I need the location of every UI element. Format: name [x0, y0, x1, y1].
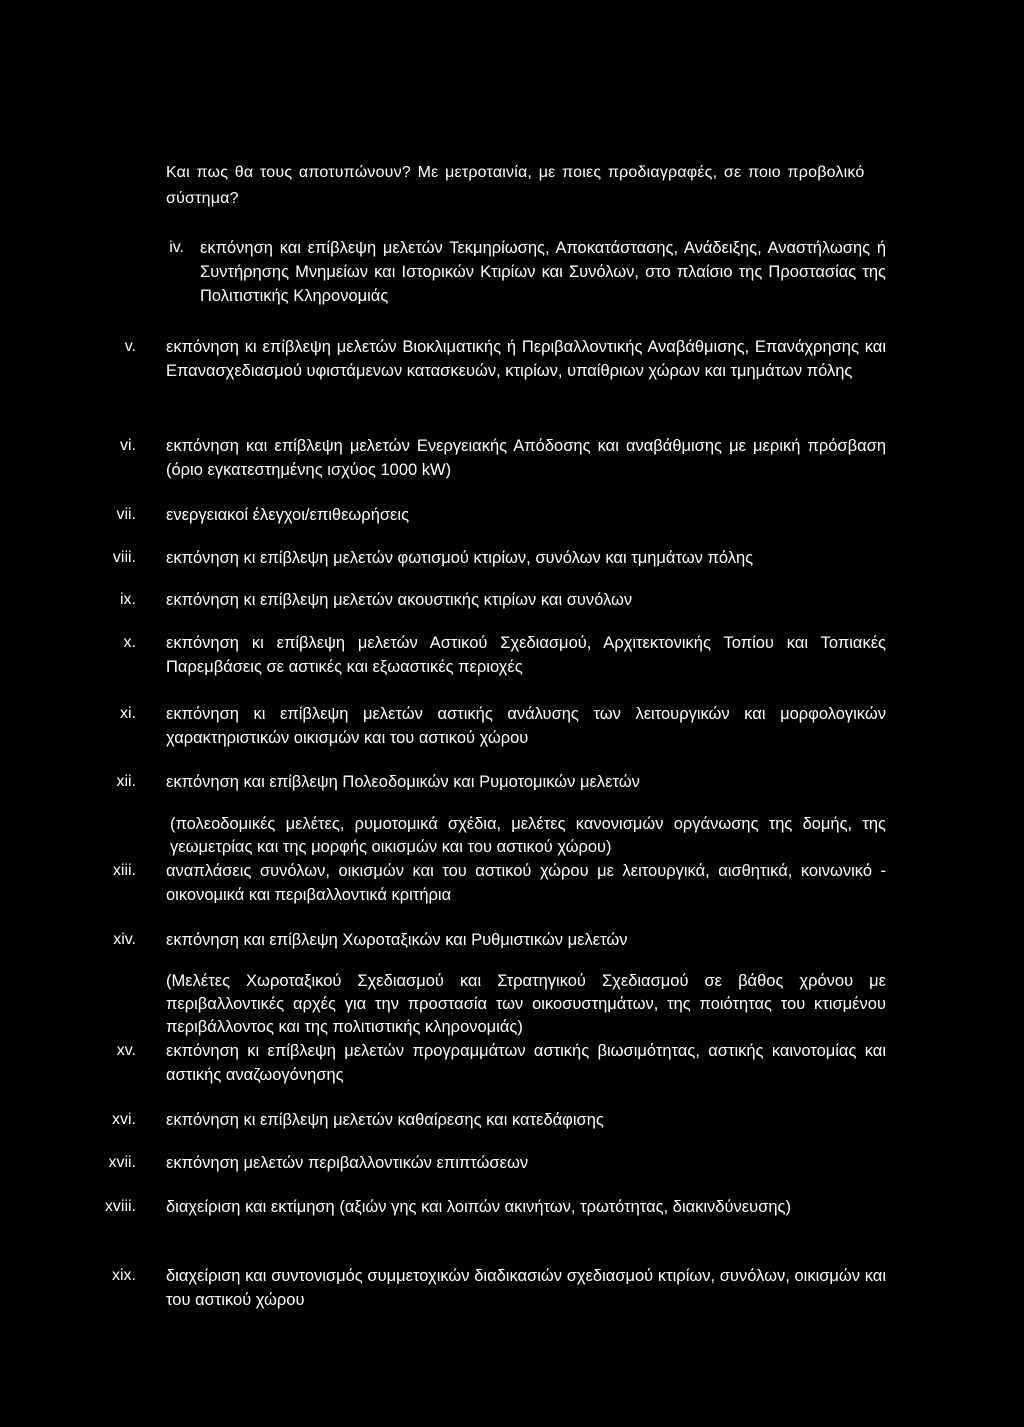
item-number: xii.: [116, 773, 136, 790]
item-number: vi.: [120, 437, 136, 454]
item-text: ενεργειακοί έλεγχοι/επιθεωρήσεις: [166, 506, 410, 524]
item-number: xvi.: [112, 1111, 136, 1128]
item-text: εκπόνηση και επίβλεψη Χωροταξικών και Ρυθμιστικών μελετών: [166, 931, 628, 949]
item-number: v.: [124, 338, 136, 355]
item-note-text: (Μελέτες Χωροταξικού Σχεδιασμού και Στρατηγικού Σχεδιασμού σε βάθος χρόνου με περιβαλλοντικές αρχές για την προστασία των οικοσυστημάτων, της ποιότητας του κτισμένου περιβάλλοντος και της πολιτιστικής κληρονομιάς): [166, 972, 886, 1036]
item-text: διαχείριση και συντονισμός συμμετοχικών διαδικασιών σχεδιασμού κτιρίων, συνόλων, οικισμών και του αστικού χώρου: [166, 1267, 886, 1309]
item-number: xiv.: [113, 931, 136, 948]
item-text: εκπόνηση κι επίβλεψη μελετών ακουστικής κτιρίων και συνόλων: [166, 591, 633, 609]
item-number: xiii.: [112, 862, 136, 879]
item-text: εκπόνηση κι επίβλεψη μελετών Αστικού Σχεδιασμού, Αρχιτεκτονικής Τοπίου και Τοπιακές Παρεμβάσεις σε αστικές και εξωαστικές περιοχές: [166, 634, 886, 676]
item-text: αναπλάσεις συνόλων, οικισμών και του αστικού χώρου με λειτουργικά, αισθητικά, κοινωνικό - οικονομικά και περιβαλλοντικά κριτήρια: [166, 862, 886, 904]
item-text: διαχείριση και εκτίμηση (αξιών γης και λοιπών ακινήτων, τρωτότητας, διακινδύνευσης): [166, 1198, 791, 1216]
item-text: εκπόνηση μελετών περιβαλλοντικών επιπτώσεων: [166, 1154, 529, 1172]
item-text: εκπόνηση κι επίβλεψη μελετών φωτισμού κτιρίων, συνόλων και τμημάτων πόλης: [166, 549, 754, 567]
item-text: εκπόνηση και επίβλεψη μελετών Ενεργειακής Απόδοσης και αναβάθμισης με μερική πρόσβαση (όριο εγκατεστημένης ισχύος 1000 kW): [166, 437, 886, 479]
item-number: iv.: [169, 239, 184, 256]
item-text: εκπόνηση και επίβλεψη Πολεοδομικών και Ρυμοτομικών μελετών: [166, 773, 640, 791]
item-text: εκπόνηση κι επίβλεψη μελετών προγραμμάτων αστικής βιωσιμότητας, αστικής καινοτομίας και αστικής αναζωογόνησης: [166, 1042, 886, 1084]
intro-question: Και πως θα τους αποτυπώνουν? Με μετροταινία, με ποιες προδιαγραφές, σε ποιο προβολικό σύστημα?: [166, 164, 865, 207]
item-number: xv.: [116, 1042, 136, 1059]
item-text: εκπόνηση κι επίβλεψη μελετών καθαίρεσης και κατεδάφισης: [166, 1111, 604, 1129]
item-number: xviii.: [104, 1198, 136, 1215]
item-number: xix.: [112, 1267, 136, 1284]
item-number: x.: [123, 634, 136, 651]
item-note-text: (πολεοδομικές μελέτες, ρυμοτομικά σχέδια, μελέτες κανονισμών οργάνωσης της δομής, της γεωμετρίας και της μορφής οικισμών και του αστικού χώρου): [170, 815, 886, 856]
item-text: εκπόνηση κι επίβλεψη μελετών Βιοκλιματικής ή Περιβαλλοντικής Αναβάθμισης, Επανάχρησης και Επανασχεδιασμού υφιστάμενων κατασκευών, κτιρίων, υπαίθριων χώρων και τμημάτων πόλης: [166, 338, 886, 380]
item-number: ix.: [120, 591, 136, 608]
item-text: εκπόνηση και επίβλεψη μελετών Τεκμηρίωσης, Αποκατάστασης, Ανάδειξης, Αναστήλωσης ή Συντήρησης Μνημείων και Ιστορικών Κτιρίων και Συνόλων, στο πλαίσιο της Προστασίας της Πολιτιστικής Κληρονομιάς: [200, 239, 886, 305]
item-number: xi.: [120, 705, 136, 722]
item-text: εκπόνηση κι επίβλεψη μελετών αστικής ανάλυσης των λειτουργικών και μορφολογικών χαρακτηριστικών οικισμών και του αστικού χώρου: [166, 705, 886, 747]
item-number: xvii.: [108, 1154, 136, 1171]
item-number: vii.: [116, 506, 136, 523]
item-number: viii.: [112, 549, 136, 566]
